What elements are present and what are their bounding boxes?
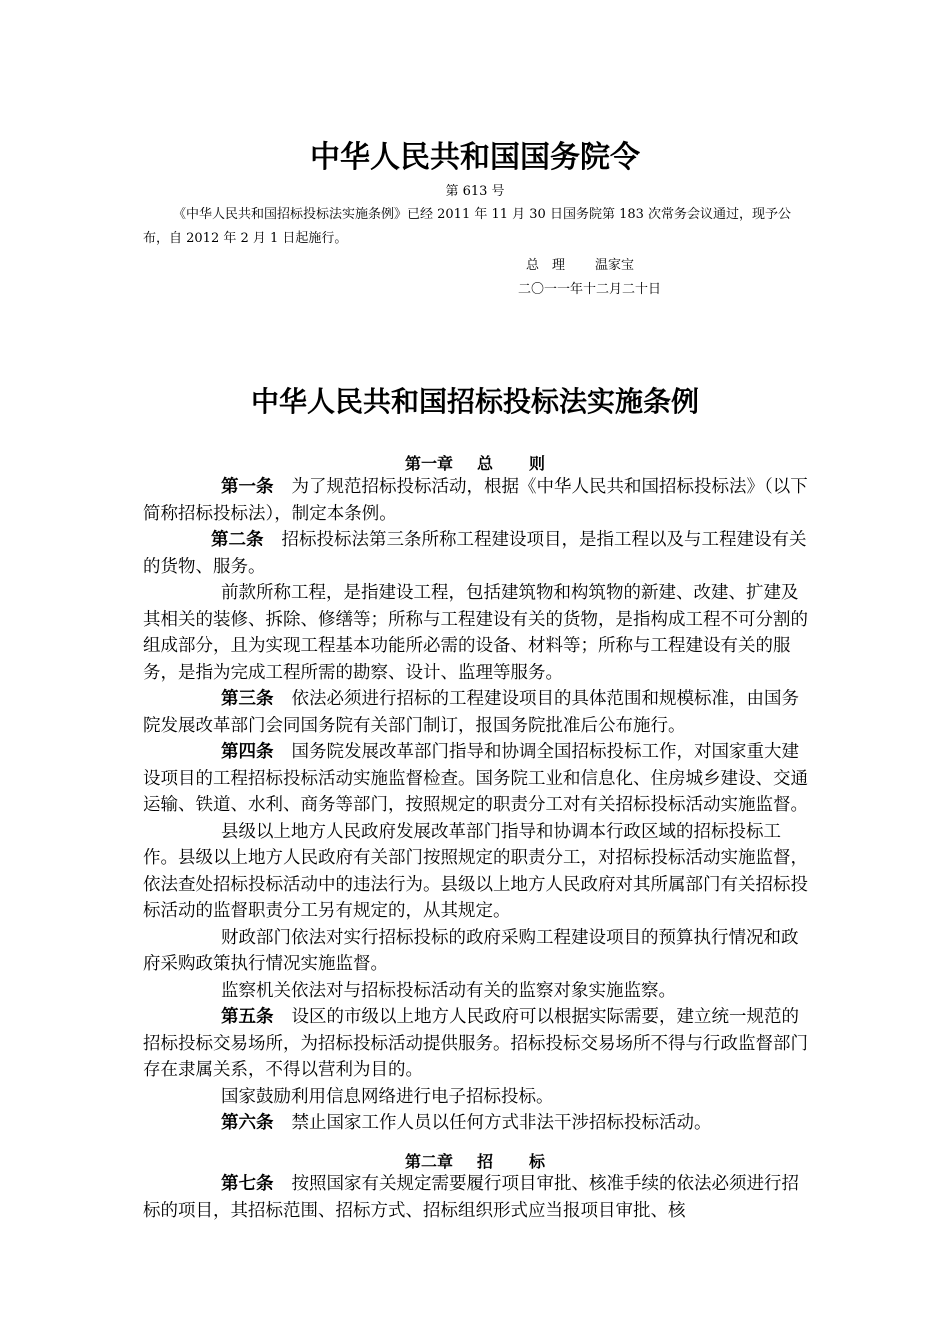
chapter-2-heading	[0, 1149, 950, 1172]
article-3-text: 依法必须进行招标的工程建设项目的具体范围和规模标准，由国务院发展改革部门会同国务院有关部门制订，报国务院批准后公布施行。	[143, 689, 799, 736]
article-1-text: 为了规范招标投标活动，根据《中华人民共和国招标投标法》（以下简称招标投标法），制定本条例。	[143, 477, 808, 524]
article-3	[143, 686, 809, 739]
sign-date: 二〇一一年十二月二十日	[518, 282, 662, 297]
chapter-2-body	[143, 1171, 809, 1224]
article-3-label: 第三条	[221, 689, 274, 709]
article-5-label: 第五条	[221, 1007, 274, 1027]
signer-title: 总 理	[526, 258, 566, 273]
chapter-1-body	[143, 474, 809, 1137]
article-5	[143, 1004, 809, 1084]
article-7	[143, 1171, 809, 1224]
article-1	[143, 474, 809, 527]
chapter-1-name-part2: 则	[529, 454, 546, 473]
decree-title: 中华人民共和国国务院令	[310, 140, 640, 175]
decree-number: 第 613 号	[445, 184, 505, 199]
article-4-label: 第四条	[221, 742, 274, 762]
signer	[526, 254, 634, 273]
article-6	[143, 1110, 809, 1137]
article-1-label: 第一条	[221, 477, 274, 497]
article-7-label: 第七条	[221, 1174, 274, 1194]
signer-name: 温家宝	[595, 258, 635, 273]
article-2-text: 招标投标法第三条所称工程建设项目，是指工程以及与工程建设有关的货物、服务。	[143, 530, 807, 577]
chapter-1-name-part1: 总	[476, 454, 493, 473]
article-4-paragraph-2: 县级以上地方人民政府发展改革部门指导和协调本行政区域的招标投标工作。县级以上地方人民政府有关部门按照规定的职责分工，对招标投标活动实施监督，依法查处招标投标活动中的违法行为。县级以上地方人民政府对其所属部门有关招标投标活动的监督职责分工另有规定的，从其规定。	[143, 821, 808, 921]
article-2-paragraph-2: 前款所称工程，是指建设工程，包括建筑物和构筑物的新建、改建、扩建及其相关的装修、拆除、修缮等；所称与工程建设有关的货物，是指构成工程不可分割的组成部分，且为实现工程基本功能所必需的设备、材料等；所称与工程建设有关的服务，是指为完成工程所需的勘察、设计、监理等服务。	[143, 583, 808, 683]
regulation-title: 中华人民共和国招标投标法实施条例	[250, 385, 699, 418]
article-2-label: 第二条	[211, 530, 264, 550]
article-4-text: 国务院发展改革部门指导和协调全国招标投标工作，对国家重大建设项目的工程招标投标活动实施监督检查。国务院工业和信息化、住房城乡建设、交通运输、铁道、水利、商务等部门，按照规定的职责分工对有关招标投标活动实施监督。	[143, 742, 808, 815]
article-4-paragraph-4: 监察机关依法对与招标投标活动有关的监察对象实施监察。	[221, 980, 676, 1001]
chapter-2-label: 第二章	[404, 1152, 453, 1171]
chapter-1-heading	[0, 451, 950, 474]
article-6-text: 禁止国家工作人员以任何方式非法干涉招标投标活动。	[291, 1113, 712, 1133]
article-5-text: 设区的市级以上地方人民政府可以根据实际需要，建立统一规范的招标投标交易场所，为招标投标活动提供服务。招标投标交易场所不得与行政监督部门存在隶属关系，不得以营利为目的。	[143, 1007, 808, 1080]
chapter-2-name-part1: 招	[476, 1152, 493, 1171]
article-4-paragraph-3: 财政部门依法对实行招标投标的政府采购工程建设项目的预算执行情况和政府采购政策执行情况实施监督。	[143, 927, 799, 974]
article-2	[143, 527, 809, 580]
article-5-paragraph-2: 国家鼓励利用信息网络进行电子招标投标。	[221, 1086, 554, 1107]
article-7-text: 按照国家有关规定需要履行项目审批、核准手续的依法必须进行招标的项目，其招标范围、招标方式、招标组织形式应当报项目审批、核	[143, 1174, 799, 1221]
decree-intro: 《中华人民共和国招标投标法实施条例》已经 2011 年 11 月 30 日国务院第 183 次常务会议通过，现予公布，自 2012 年 2 月 1 日起施行。	[143, 207, 792, 246]
chapter-1-label: 第一章	[404, 454, 453, 473]
article-6-label: 第六条	[221, 1113, 274, 1133]
chapter-2-name-part2: 标	[529, 1152, 546, 1171]
article-4	[143, 739, 809, 819]
